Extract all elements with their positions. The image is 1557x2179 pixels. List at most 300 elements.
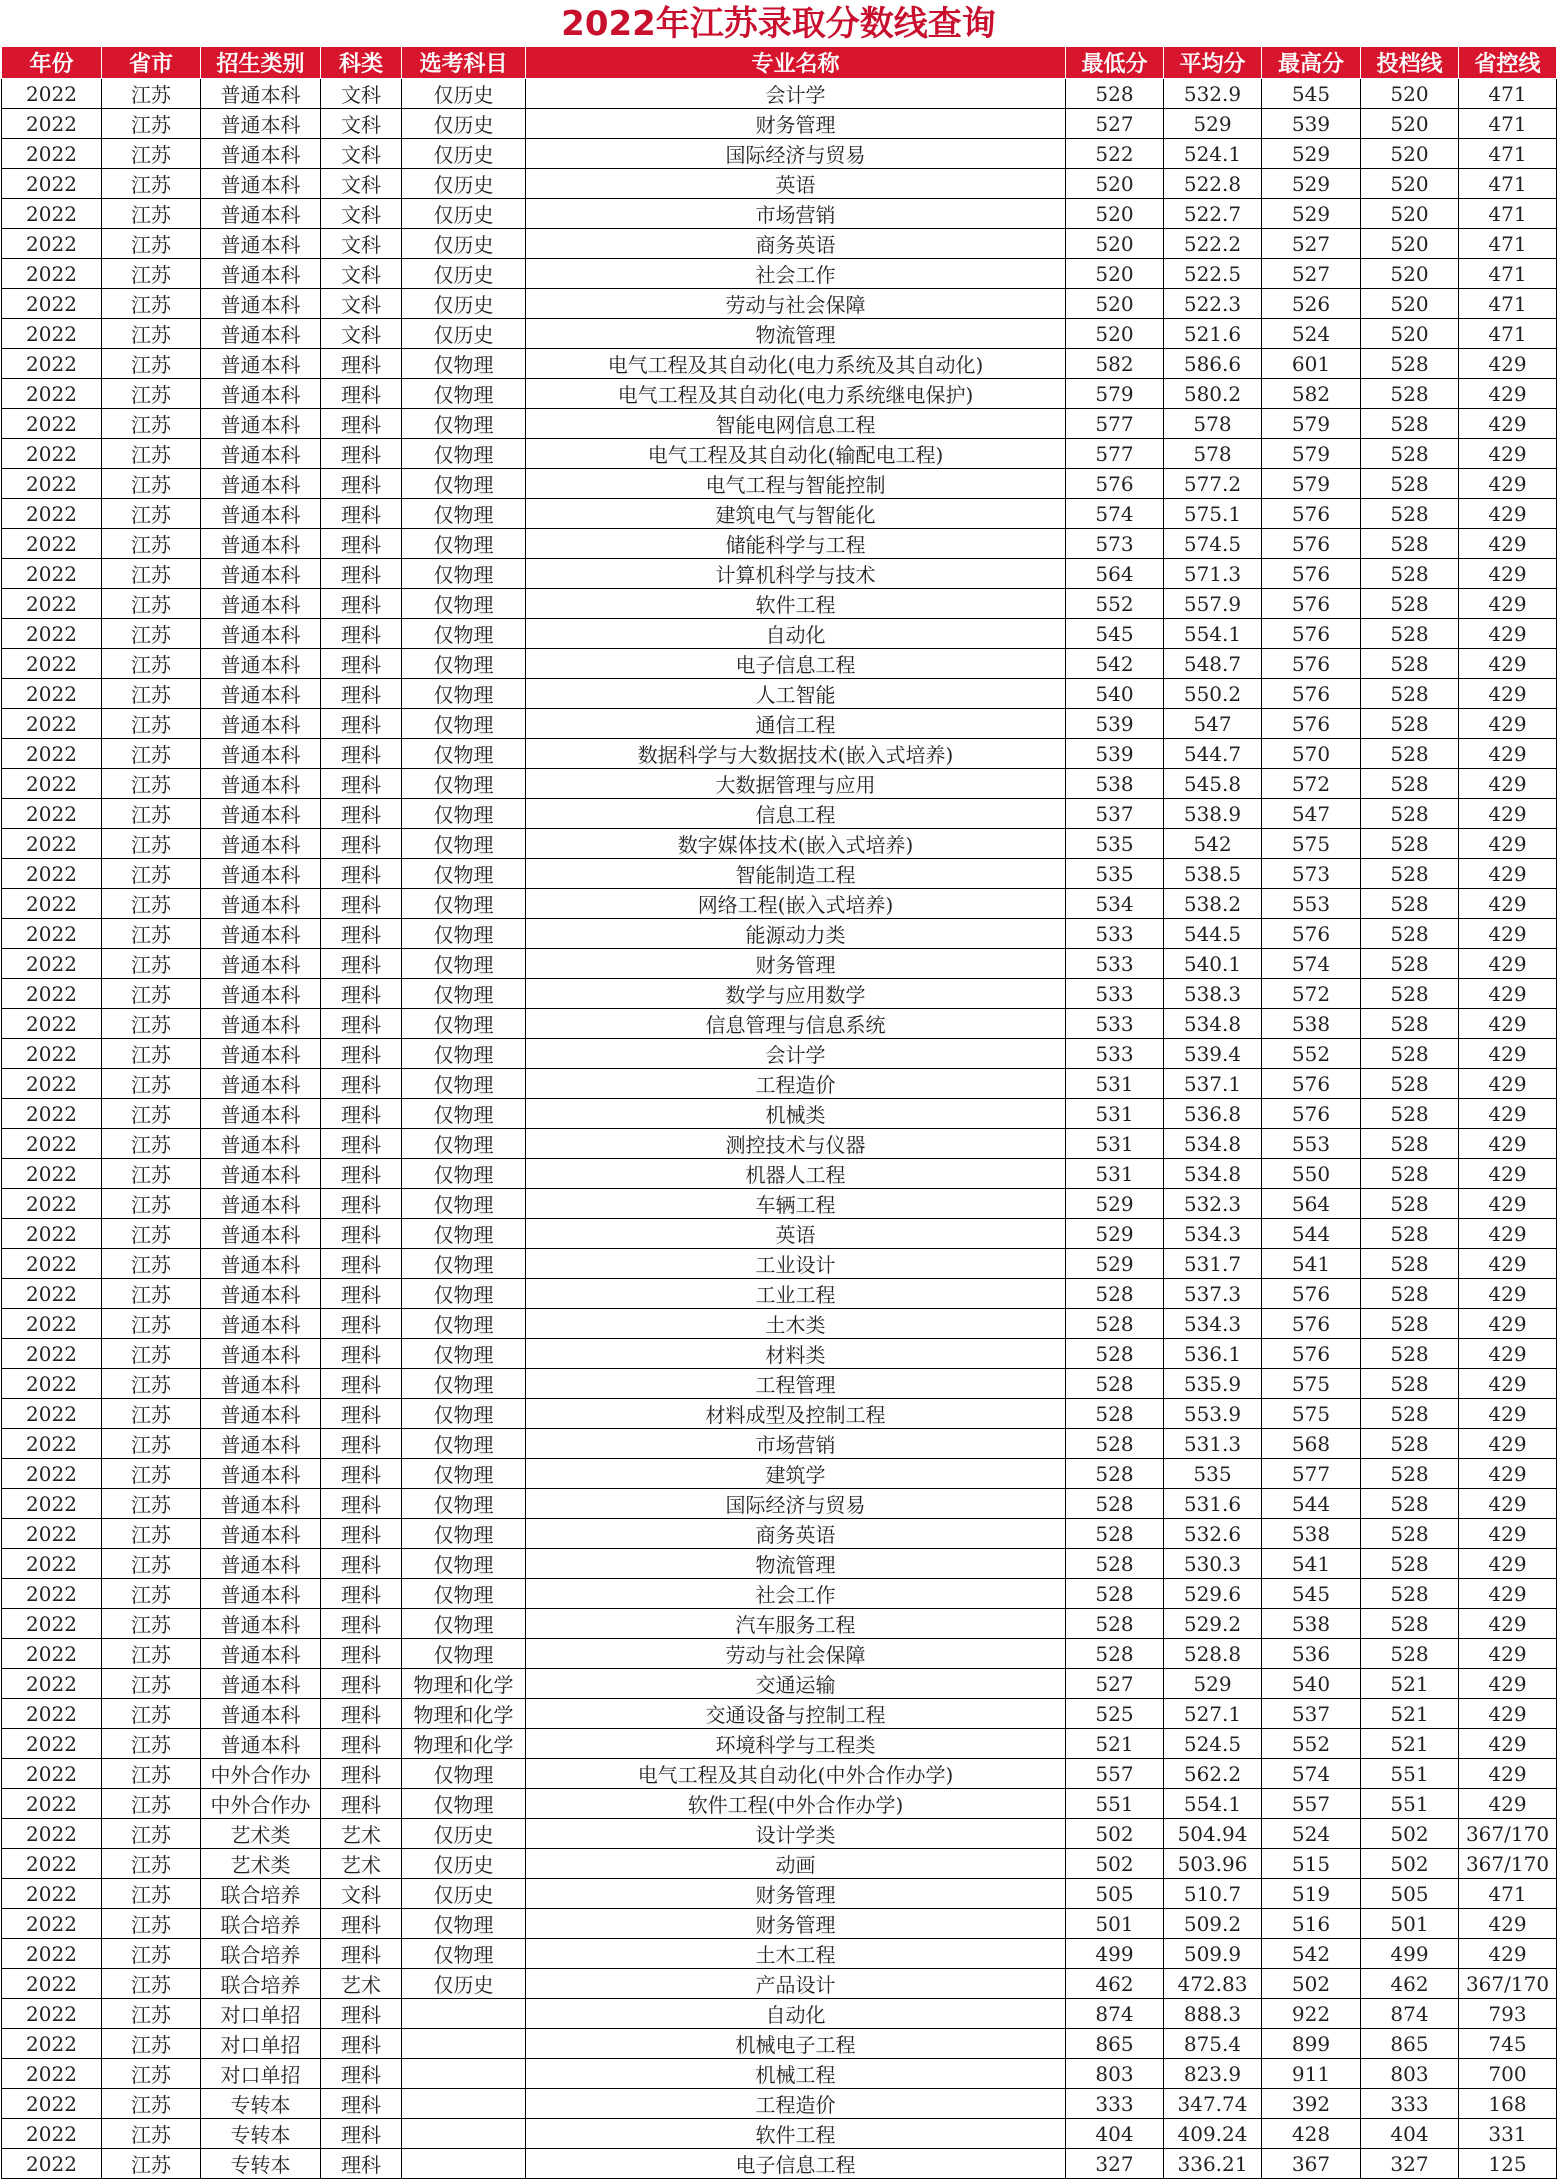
cell-min-score: 528 [1066, 1549, 1164, 1579]
cell-provincial-line: 471 [1459, 109, 1557, 139]
cell-provincial-line: 429 [1459, 1459, 1557, 1489]
cell-subject-type: 理科 [321, 1759, 402, 1789]
cell-provincial-line: 429 [1459, 349, 1557, 379]
cell-max-score: 552 [1262, 1729, 1361, 1759]
cell-provincial-line: 429 [1459, 589, 1557, 619]
cell-cutoff-line: 528 [1361, 679, 1459, 709]
cell-category: 普通本科 [201, 889, 321, 919]
cell-year: 2022 [2, 1129, 102, 1159]
cell-province: 江苏 [102, 499, 201, 529]
cell-elective: 仅历史 [402, 79, 526, 109]
cell-category: 普通本科 [201, 649, 321, 679]
cell-cutoff-line: 528 [1361, 1339, 1459, 1369]
cell-cutoff-line: 528 [1361, 1399, 1459, 1429]
cell-subject-type: 理科 [321, 1669, 402, 1699]
cell-major: 软件工程 [526, 589, 1066, 619]
cell-avg-score: 553.9 [1164, 1399, 1262, 1429]
cell-cutoff-line: 528 [1361, 1579, 1459, 1609]
cell-min-score: 505 [1066, 1879, 1164, 1909]
cell-avg-score: 538.9 [1164, 799, 1262, 829]
column-header-cutoff-line: 投档线 [1361, 47, 1459, 79]
cell-elective: 仅物理 [402, 1789, 526, 1819]
cell-major: 劳动与社会保障 [526, 1639, 1066, 1669]
cell-year: 2022 [2, 679, 102, 709]
cell-provincial-line: 125 [1459, 2149, 1557, 2179]
cell-subject-type: 理科 [321, 1999, 402, 2029]
table-row [2, 1489, 1557, 1519]
cell-year: 2022 [2, 1369, 102, 1399]
cell-provincial-line: 471 [1459, 199, 1557, 229]
cell-subject-type: 理科 [321, 1789, 402, 1819]
cell-cutoff-line: 528 [1361, 649, 1459, 679]
cell-subject-type: 理科 [321, 829, 402, 859]
cell-province: 江苏 [102, 1969, 201, 1999]
cell-major: 能源动力类 [526, 919, 1066, 949]
cell-avg-score: 557.9 [1164, 589, 1262, 619]
cell-avg-score: 888.3 [1164, 1999, 1262, 2029]
cell-provincial-line: 429 [1459, 1309, 1557, 1339]
cell-min-score: 528 [1066, 1429, 1164, 1459]
cell-category: 艺术类 [201, 1819, 321, 1849]
cell-cutoff-line: 462 [1361, 1969, 1459, 1999]
cell-category: 普通本科 [201, 829, 321, 859]
cell-elective: 仅物理 [402, 1069, 526, 1099]
cell-year: 2022 [2, 1009, 102, 1039]
cell-province: 江苏 [102, 1009, 201, 1039]
cell-category: 普通本科 [201, 859, 321, 889]
cell-province: 江苏 [102, 1129, 201, 1159]
cell-province: 江苏 [102, 289, 201, 319]
cell-major: 商务英语 [526, 229, 1066, 259]
cell-cutoff-line: 520 [1361, 109, 1459, 139]
cell-cutoff-line: 520 [1361, 229, 1459, 259]
cell-provincial-line: 745 [1459, 2029, 1557, 2059]
cell-max-score: 557 [1262, 1789, 1361, 1819]
cell-elective: 仅历史 [402, 1819, 526, 1849]
cell-category: 普通本科 [201, 1369, 321, 1399]
cell-subject-type: 理科 [321, 979, 402, 1009]
cell-max-score: 524 [1262, 319, 1361, 349]
cell-max-score: 899 [1262, 2029, 1361, 2059]
cell-province: 江苏 [102, 889, 201, 919]
cell-major: 工程管理 [526, 1369, 1066, 1399]
cell-year: 2022 [2, 649, 102, 679]
cell-elective: 仅物理 [402, 1939, 526, 1969]
cell-province: 江苏 [102, 1369, 201, 1399]
cell-year: 2022 [2, 859, 102, 889]
cell-min-score: 551 [1066, 1789, 1164, 1819]
cell-province: 江苏 [102, 919, 201, 949]
table-row [2, 1429, 1557, 1459]
cell-year: 2022 [2, 79, 102, 109]
cell-elective: 仅物理 [402, 769, 526, 799]
cell-subject-type: 艺术 [321, 1969, 402, 1999]
cell-subject-type: 理科 [321, 559, 402, 589]
cell-provincial-line: 429 [1459, 739, 1557, 769]
cell-cutoff-line: 528 [1361, 499, 1459, 529]
cell-year: 2022 [2, 109, 102, 139]
cell-subject-type: 理科 [321, 619, 402, 649]
cell-subject-type: 理科 [321, 679, 402, 709]
cell-category: 普通本科 [201, 1009, 321, 1039]
cell-cutoff-line: 528 [1361, 1309, 1459, 1339]
table-row [2, 529, 1557, 559]
cell-province: 江苏 [102, 739, 201, 769]
table-row [2, 1879, 1557, 1909]
table-row [2, 349, 1557, 379]
cell-cutoff-line: 521 [1361, 1699, 1459, 1729]
cell-provincial-line: 429 [1459, 1939, 1557, 1969]
table-row [2, 2119, 1557, 2149]
cell-max-score: 576 [1262, 1309, 1361, 1339]
cell-avg-score: 562.2 [1164, 1759, 1262, 1789]
cell-provincial-line: 429 [1459, 439, 1557, 469]
cell-year: 2022 [2, 1999, 102, 2029]
cell-max-score: 527 [1262, 229, 1361, 259]
cell-category: 普通本科 [201, 1459, 321, 1489]
cell-year: 2022 [2, 349, 102, 379]
column-header-category: 招生类别 [201, 47, 321, 79]
cell-province: 江苏 [102, 1759, 201, 1789]
cell-avg-score: 522.2 [1164, 229, 1262, 259]
cell-subject-type: 理科 [321, 1189, 402, 1219]
cell-provincial-line: 429 [1459, 1399, 1557, 1429]
cell-cutoff-line: 520 [1361, 259, 1459, 289]
cell-provincial-line: 367/170 [1459, 1819, 1557, 1849]
cell-elective: 仅物理 [402, 1489, 526, 1519]
cell-min-score: 499 [1066, 1939, 1164, 1969]
cell-category: 普通本科 [201, 229, 321, 259]
cell-max-score: 541 [1262, 1549, 1361, 1579]
cell-subject-type: 理科 [321, 1729, 402, 1759]
cell-year: 2022 [2, 1789, 102, 1819]
cell-min-score: 552 [1066, 589, 1164, 619]
cell-province: 江苏 [102, 2059, 201, 2089]
cell-elective: 仅物理 [402, 1369, 526, 1399]
cell-subject-type: 理科 [321, 379, 402, 409]
cell-year: 2022 [2, 139, 102, 169]
cell-major: 计算机科学与技术 [526, 559, 1066, 589]
cell-major: 社会工作 [526, 1579, 1066, 1609]
cell-major: 材料类 [526, 1339, 1066, 1369]
cell-subject-type: 理科 [321, 2029, 402, 2059]
cell-elective: 仅物理 [402, 1219, 526, 1249]
cell-avg-score: 528.8 [1164, 1639, 1262, 1669]
cell-provincial-line: 429 [1459, 1099, 1557, 1129]
cell-year: 2022 [2, 1759, 102, 1789]
cell-cutoff-line: 528 [1361, 529, 1459, 559]
table-row [2, 619, 1557, 649]
table-row [2, 2149, 1557, 2179]
cell-province: 江苏 [102, 1189, 201, 1219]
cell-elective: 仅物理 [402, 709, 526, 739]
cell-province: 江苏 [102, 709, 201, 739]
table-row [2, 679, 1557, 709]
cell-year: 2022 [2, 1519, 102, 1549]
cell-province: 江苏 [102, 1099, 201, 1129]
cell-provincial-line: 429 [1459, 1339, 1557, 1369]
cell-min-score: 874 [1066, 1999, 1164, 2029]
cell-major: 英语 [526, 169, 1066, 199]
cell-major: 英语 [526, 1219, 1066, 1249]
cell-major: 动画 [526, 1849, 1066, 1879]
cell-subject-type: 理科 [321, 1459, 402, 1489]
cell-year: 2022 [2, 1249, 102, 1279]
cell-avg-score: 472.83 [1164, 1969, 1262, 1999]
cell-major: 财务管理 [526, 1879, 1066, 1909]
cell-year: 2022 [2, 1189, 102, 1219]
cell-cutoff-line: 520 [1361, 319, 1459, 349]
cell-major: 储能科学与工程 [526, 529, 1066, 559]
cell-major: 交通设备与控制工程 [526, 1699, 1066, 1729]
cell-provincial-line: 429 [1459, 1549, 1557, 1579]
cell-subject-type: 文科 [321, 169, 402, 199]
cell-elective: 仅物理 [402, 349, 526, 379]
cell-cutoff-line: 528 [1361, 1009, 1459, 1039]
cell-avg-score: 534.8 [1164, 1159, 1262, 1189]
cell-elective: 仅物理 [402, 619, 526, 649]
cell-year: 2022 [2, 1099, 102, 1129]
cell-major: 工程造价 [526, 2089, 1066, 2119]
cell-category: 普通本科 [201, 139, 321, 169]
cell-province: 江苏 [102, 559, 201, 589]
table-row [2, 1609, 1557, 1639]
cell-provincial-line: 471 [1459, 289, 1557, 319]
cell-category: 普通本科 [201, 1219, 321, 1249]
cell-category: 对口单招 [201, 2029, 321, 2059]
cell-cutoff-line: 499 [1361, 1939, 1459, 1969]
cell-major: 智能制造工程 [526, 859, 1066, 889]
cell-major: 人工智能 [526, 679, 1066, 709]
cell-max-score: 582 [1262, 379, 1361, 409]
cell-elective: 仅物理 [402, 1909, 526, 1939]
cell-category: 普通本科 [201, 529, 321, 559]
cell-avg-score: 538.3 [1164, 979, 1262, 1009]
cell-subject-type: 理科 [321, 1519, 402, 1549]
cell-provincial-line: 429 [1459, 1669, 1557, 1699]
cell-year: 2022 [2, 829, 102, 859]
table-row [2, 1789, 1557, 1819]
cell-subject-type: 理科 [321, 1369, 402, 1399]
cell-min-score: 577 [1066, 409, 1164, 439]
cell-provincial-line: 429 [1459, 799, 1557, 829]
cell-major: 大数据管理与应用 [526, 769, 1066, 799]
cell-major: 市场营销 [526, 199, 1066, 229]
cell-subject-type: 文科 [321, 229, 402, 259]
cell-major: 软件工程 [526, 2119, 1066, 2149]
cell-provincial-line: 429 [1459, 1789, 1557, 1819]
cell-elective: 仅物理 [402, 1099, 526, 1129]
cell-subject-type: 理科 [321, 1489, 402, 1519]
cell-subject-type: 理科 [321, 1009, 402, 1039]
cell-elective: 仅物理 [402, 1579, 526, 1609]
cell-avg-score: 531.3 [1164, 1429, 1262, 1459]
cell-cutoff-line: 505 [1361, 1879, 1459, 1909]
cell-avg-score: 509.2 [1164, 1909, 1262, 1939]
cell-subject-type: 理科 [321, 1159, 402, 1189]
cell-elective: 仅物理 [402, 1759, 526, 1789]
cell-cutoff-line: 528 [1361, 1069, 1459, 1099]
cell-category: 普通本科 [201, 1399, 321, 1429]
cell-category: 普通本科 [201, 469, 321, 499]
cell-elective: 仅历史 [402, 139, 526, 169]
cell-max-score: 524 [1262, 1819, 1361, 1849]
cell-avg-score: 554.1 [1164, 619, 1262, 649]
cell-avg-score: 529 [1164, 109, 1262, 139]
cell-min-score: 534 [1066, 889, 1164, 919]
cell-year: 2022 [2, 1609, 102, 1639]
cell-year: 2022 [2, 499, 102, 529]
cell-year: 2022 [2, 1699, 102, 1729]
cell-subject-type: 理科 [321, 589, 402, 619]
cell-province: 江苏 [102, 1039, 201, 1069]
cell-year: 2022 [2, 1399, 102, 1429]
cell-province: 江苏 [102, 2149, 201, 2179]
table-row [2, 259, 1557, 289]
cell-min-score: 531 [1066, 1159, 1164, 1189]
cell-province: 江苏 [102, 769, 201, 799]
cell-max-score: 392 [1262, 2089, 1361, 2119]
cell-major: 物流管理 [526, 319, 1066, 349]
cell-subject-type: 文科 [321, 139, 402, 169]
cell-province: 江苏 [102, 1399, 201, 1429]
cell-cutoff-line: 551 [1361, 1759, 1459, 1789]
cell-category: 普通本科 [201, 1099, 321, 1129]
cell-elective: 仅物理 [402, 679, 526, 709]
cell-min-score: 535 [1066, 859, 1164, 889]
table-row [2, 949, 1557, 979]
cell-major: 财务管理 [526, 109, 1066, 139]
table-row [2, 1759, 1557, 1789]
cell-avg-score: 542 [1164, 829, 1262, 859]
cell-year: 2022 [2, 1039, 102, 1069]
cell-min-score: 521 [1066, 1729, 1164, 1759]
cell-province: 江苏 [102, 109, 201, 139]
cell-category: 普通本科 [201, 679, 321, 709]
cell-subject-type: 理科 [321, 2119, 402, 2149]
cell-category: 艺术类 [201, 1849, 321, 1879]
cell-subject-type: 理科 [321, 949, 402, 979]
cell-min-score: 533 [1066, 949, 1164, 979]
cell-major: 电气工程及其自动化(电力系统及其自动化) [526, 349, 1066, 379]
cell-category: 普通本科 [201, 1129, 321, 1159]
table-row [2, 1399, 1557, 1429]
cell-province: 江苏 [102, 949, 201, 979]
cell-subject-type: 理科 [321, 1429, 402, 1459]
table-row [2, 2089, 1557, 2119]
cell-max-score: 516 [1262, 1909, 1361, 1939]
cell-cutoff-line: 528 [1361, 919, 1459, 949]
cell-subject-type: 理科 [321, 739, 402, 769]
cell-provincial-line: 429 [1459, 829, 1557, 859]
cell-subject-type: 理科 [321, 1639, 402, 1669]
page-title: 2022年江苏录取分数线查询 [561, 4, 996, 44]
cell-cutoff-line: 528 [1361, 589, 1459, 619]
cell-province: 江苏 [102, 1939, 201, 1969]
cell-category: 普通本科 [201, 79, 321, 109]
cell-min-score: 579 [1066, 379, 1164, 409]
table-row [2, 589, 1557, 619]
cell-province: 江苏 [102, 1219, 201, 1249]
cell-provincial-line: 471 [1459, 259, 1557, 289]
column-header-major: 专业名称 [526, 47, 1066, 79]
cell-province: 江苏 [102, 2029, 201, 2059]
cell-provincial-line: 429 [1459, 1129, 1557, 1159]
cell-major: 电子信息工程 [526, 2149, 1066, 2179]
cell-year: 2022 [2, 1639, 102, 1669]
cell-elective: 物理和化学 [402, 1729, 526, 1759]
cell-min-score: 528 [1066, 1279, 1164, 1309]
cell-major: 数学与应用数学 [526, 979, 1066, 1009]
cell-category: 专转本 [201, 2149, 321, 2179]
cell-min-score: 539 [1066, 739, 1164, 769]
cell-subject-type: 理科 [321, 919, 402, 949]
cell-province: 江苏 [102, 1909, 201, 1939]
cell-province: 江苏 [102, 1519, 201, 1549]
cell-min-score: 520 [1066, 289, 1164, 319]
cell-major: 财务管理 [526, 1909, 1066, 1939]
cell-max-score: 529 [1262, 169, 1361, 199]
cell-year: 2022 [2, 1309, 102, 1339]
cell-cutoff-line: 528 [1361, 469, 1459, 499]
cell-max-score: 579 [1262, 409, 1361, 439]
cell-avg-score: 409.24 [1164, 2119, 1262, 2149]
cell-subject-type: 理科 [321, 769, 402, 799]
cell-subject-type: 理科 [321, 1309, 402, 1339]
cell-major: 土木工程 [526, 1939, 1066, 1969]
cell-category: 普通本科 [201, 1699, 321, 1729]
cell-avg-score: 534.3 [1164, 1219, 1262, 1249]
cell-max-score: 527 [1262, 259, 1361, 289]
cell-min-score: 865 [1066, 2029, 1164, 2059]
cell-year: 2022 [2, 469, 102, 499]
cell-max-score: 576 [1262, 709, 1361, 739]
cell-avg-score: 527.1 [1164, 1699, 1262, 1729]
cell-elective: 仅物理 [402, 739, 526, 769]
cell-province: 江苏 [102, 2089, 201, 2119]
cell-cutoff-line: 528 [1361, 859, 1459, 889]
cell-cutoff-line: 528 [1361, 559, 1459, 589]
cell-min-score: 557 [1066, 1759, 1164, 1789]
cell-elective: 仅历史 [402, 289, 526, 319]
cell-min-score: 502 [1066, 1849, 1164, 1879]
table-row [2, 649, 1557, 679]
cell-cutoff-line: 520 [1361, 169, 1459, 199]
cell-max-score: 540 [1262, 1669, 1361, 1699]
header-row [2, 47, 1557, 79]
cell-year: 2022 [2, 2089, 102, 2119]
cell-province: 江苏 [102, 1249, 201, 1279]
table-row [2, 2059, 1557, 2089]
table-row [2, 1309, 1557, 1339]
cell-max-score: 576 [1262, 499, 1361, 529]
cell-subject-type: 理科 [321, 1939, 402, 1969]
cell-avg-score: 524.5 [1164, 1729, 1262, 1759]
cell-min-score: 528 [1066, 1459, 1164, 1489]
cell-max-score: 573 [1262, 859, 1361, 889]
cell-elective: 仅物理 [402, 439, 526, 469]
cell-provincial-line: 429 [1459, 1699, 1557, 1729]
cell-elective: 仅物理 [402, 859, 526, 889]
cell-year: 2022 [2, 1459, 102, 1489]
cell-min-score: 577 [1066, 439, 1164, 469]
cell-cutoff-line: 528 [1361, 1609, 1459, 1639]
cell-province: 江苏 [102, 469, 201, 499]
cell-major: 社会工作 [526, 259, 1066, 289]
cell-year: 2022 [2, 1729, 102, 1759]
cell-cutoff-line: 404 [1361, 2119, 1459, 2149]
cell-avg-score: 545.8 [1164, 769, 1262, 799]
